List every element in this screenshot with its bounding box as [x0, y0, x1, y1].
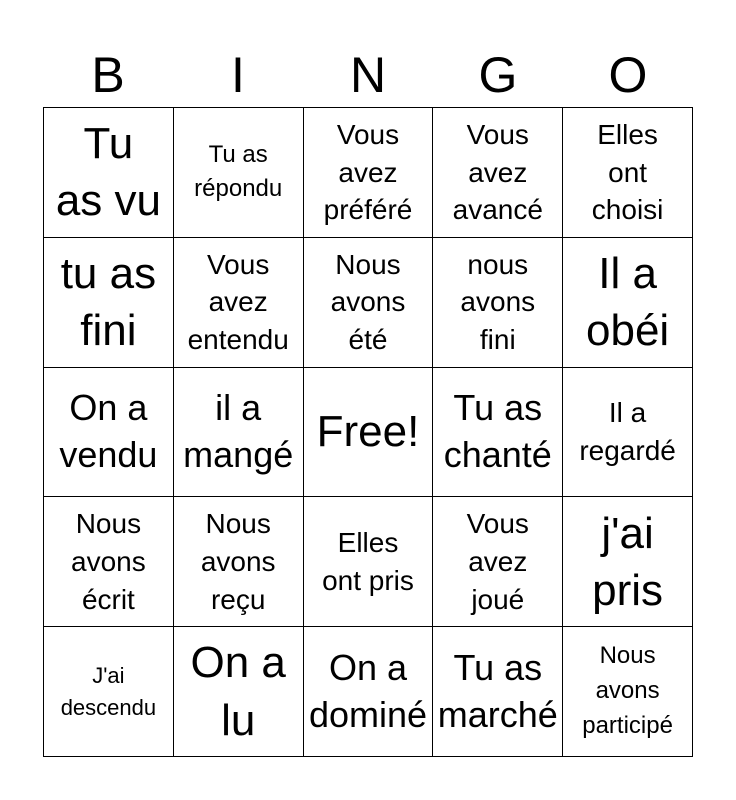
bingo-cell[interactable]: [44, 368, 174, 498]
cell-text: Tu as vu: [55, 119, 161, 226]
cell-text: On a dominé: [308, 646, 428, 735]
bingo-grid: [43, 107, 693, 757]
cell-text: Il a obéi: [586, 249, 670, 356]
cell-text: Vous avez joué: [466, 508, 529, 615]
cell-text: Vous avez avancé: [452, 118, 543, 226]
cell-text: Elles ont pris: [322, 526, 414, 596]
bingo-cell[interactable]: [563, 497, 693, 627]
cell-text: On a vendu: [59, 387, 158, 475]
header-letter-n: N: [349, 47, 387, 103]
cell-text: On a lu: [190, 638, 286, 745]
cell-text: il a mangé: [183, 387, 294, 475]
cell-text: Nous avons participé: [582, 642, 673, 739]
bingo-cell[interactable]: [304, 497, 434, 627]
bingo-cell[interactable]: [44, 497, 174, 627]
bingo-header: [43, 42, 693, 108]
cell-text: Nous avons été: [330, 248, 406, 356]
free-space[interactable]: [304, 368, 434, 498]
header-letter-b: B: [91, 47, 125, 103]
bingo-cell[interactable]: [563, 368, 693, 498]
cell-text: Vous avez entendu: [187, 248, 289, 356]
bingo-cell[interactable]: [433, 108, 563, 238]
bingo-cell[interactable]: [44, 108, 174, 238]
bingo-cell[interactable]: [433, 497, 563, 627]
header-letter-g: G: [478, 47, 518, 103]
cell-text: J'ai descendu: [60, 662, 157, 720]
bingo-cell[interactable]: [433, 627, 563, 757]
cell-text: Tu as répondu: [194, 140, 283, 203]
header-letter-i: I: [231, 47, 245, 103]
bingo-cell[interactable]: [433, 368, 563, 498]
bingo-cell[interactable]: [563, 627, 693, 757]
bingo-cell[interactable]: [174, 627, 304, 757]
bingo-cell[interactable]: [44, 238, 174, 368]
cell-text: j'ai pris: [592, 508, 664, 615]
header-letter-o: O: [608, 47, 648, 103]
bingo-cell[interactable]: [304, 238, 434, 368]
bingo-cell[interactable]: [563, 108, 693, 238]
cell-text: Nous avons écrit: [71, 508, 146, 615]
bingo-cell[interactable]: [563, 238, 693, 368]
cell-text: nous avons fini: [460, 248, 536, 356]
cell-text: Elles ont choisi: [591, 118, 664, 226]
bingo-cell[interactable]: [174, 238, 304, 368]
cell-text: Tu as marché: [437, 646, 558, 735]
cell-text: tu as fini: [60, 249, 157, 356]
bingo-cell[interactable]: [433, 238, 563, 368]
bingo-cell[interactable]: [304, 108, 434, 238]
cell-text: Nous avons reçu: [200, 508, 276, 615]
bingo-cell[interactable]: [44, 627, 174, 757]
free-space-text: Free!: [316, 407, 420, 457]
bingo-cell[interactable]: [304, 627, 434, 757]
cell-text: Tu as chanté: [443, 387, 552, 475]
bingo-cell[interactable]: [174, 497, 304, 627]
cell-text: Il a regardé: [579, 397, 676, 466]
cell-text: Vous avez préféré: [323, 118, 413, 226]
bingo-cell[interactable]: [174, 368, 304, 498]
bingo-cell[interactable]: [174, 108, 304, 238]
